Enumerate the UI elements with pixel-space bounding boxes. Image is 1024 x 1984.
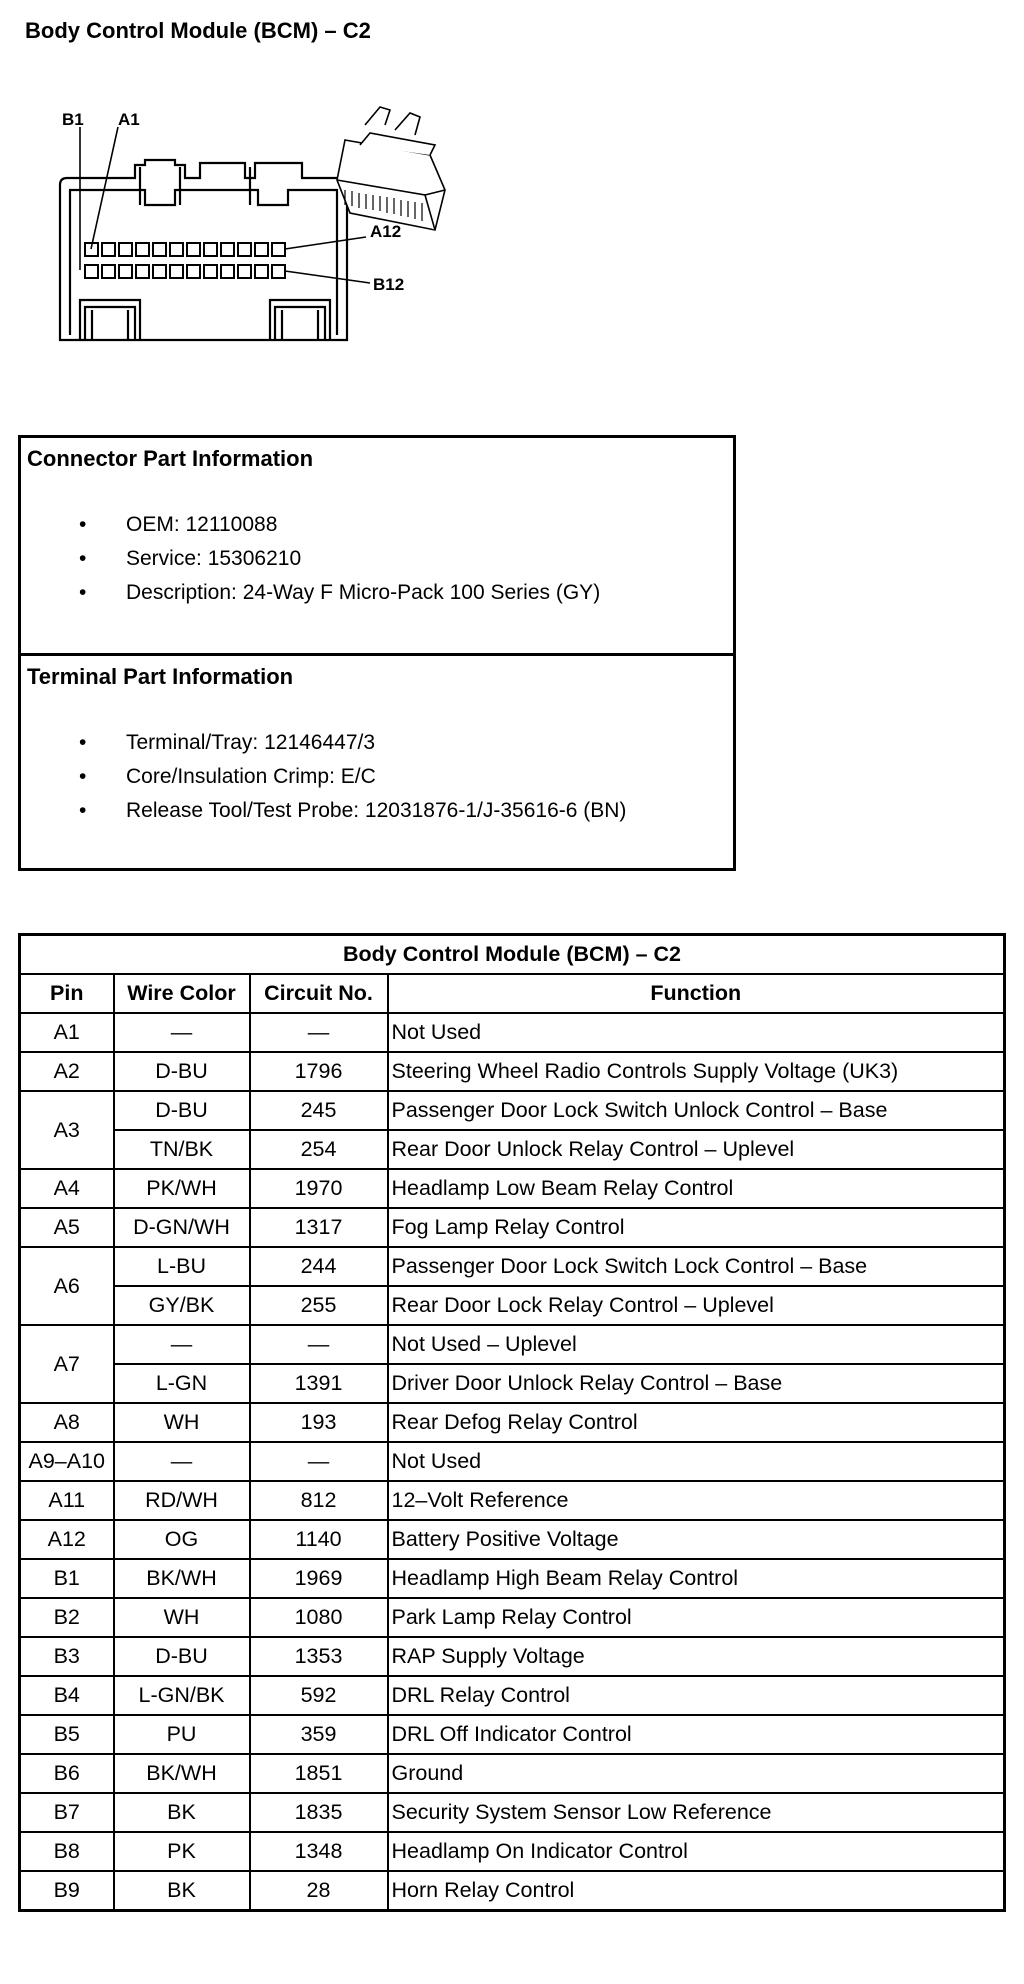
wire-color-cell: WH — [114, 1403, 250, 1442]
cavity-b3 — [119, 265, 132, 278]
pin-cell: A7 — [20, 1325, 114, 1403]
table-row — [20, 1208, 1005, 1247]
pin-cell: A9–A10 — [20, 1442, 114, 1481]
list-item: • Description: 24-Way F Micro-Pack 100 Series (GY) — [27, 576, 727, 610]
cavity-a5 — [153, 243, 166, 256]
wire-color-cell: PU — [114, 1715, 250, 1754]
circuit-cell: 1140 — [250, 1520, 388, 1559]
function-cell: Passenger Door Lock Switch Lock Control – Base — [388, 1247, 1005, 1286]
cavity-a7 — [187, 243, 200, 256]
pin-cell: A3 — [20, 1091, 114, 1169]
circuit-cell: 28 — [250, 1871, 388, 1911]
table-row — [20, 1754, 1005, 1793]
header-wire-color: Wire Color — [114, 974, 250, 1013]
connector-diagram — [40, 85, 480, 365]
wire-color-cell: TN/BK — [114, 1130, 250, 1169]
circuit-cell: 592 — [250, 1676, 388, 1715]
cavity-b1 — [85, 265, 98, 278]
cavity-a2 — [102, 243, 115, 256]
table-row — [20, 1169, 1005, 1208]
wire-color-cell: GY/BK — [114, 1286, 250, 1325]
terminal-part-info — [21, 656, 733, 868]
function-cell: Not Used — [388, 1442, 1005, 1481]
function-cell: Ground — [388, 1754, 1005, 1793]
list-item: • OEM: 12110088 — [27, 508, 727, 542]
circuit-cell: — — [250, 1442, 388, 1481]
circuit-cell: 1796 — [250, 1052, 388, 1091]
header-function: Function — [388, 974, 1005, 1013]
wire-color-cell: BK — [114, 1871, 250, 1911]
leader-lines — [80, 127, 370, 283]
cavity-b8 — [204, 265, 217, 278]
table-row — [20, 1871, 1005, 1911]
table-row — [20, 1598, 1005, 1637]
function-cell: RAP Supply Voltage — [388, 1637, 1005, 1676]
header-pin: Pin — [20, 974, 114, 1013]
cavity-a3 — [119, 243, 132, 256]
cavity-a12 — [272, 243, 285, 256]
table-row — [20, 1325, 1005, 1364]
wire-color-cell: PK — [114, 1832, 250, 1871]
function-cell: Passenger Door Lock Switch Unlock Control – Base — [388, 1091, 1005, 1130]
function-cell: Headlamp Low Beam Relay Control — [388, 1169, 1005, 1208]
pin-cell: B4 — [20, 1676, 114, 1715]
pin-cell: B8 — [20, 1832, 114, 1871]
table-row — [20, 1286, 1005, 1325]
pin-cell: B2 — [20, 1598, 114, 1637]
circuit-cell: — — [250, 1325, 388, 1364]
wire-color-cell: OG — [114, 1520, 250, 1559]
pin-cell: B3 — [20, 1637, 114, 1676]
circuit-cell: 1080 — [250, 1598, 388, 1637]
cavity-a4 — [136, 243, 149, 256]
connector-part-info — [21, 438, 733, 656]
connector-3d-icon — [337, 107, 445, 230]
cavity-b5 — [153, 265, 166, 278]
wire-color-cell: D-BU — [114, 1052, 250, 1091]
wire-color-cell: — — [114, 1325, 250, 1364]
function-cell: Fog Lamp Relay Control — [388, 1208, 1005, 1247]
pin-cell: A4 — [20, 1169, 114, 1208]
function-cell: Security System Sensor Low Reference — [388, 1793, 1005, 1832]
table-row — [20, 1091, 1005, 1130]
function-cell: Horn Relay Control — [388, 1871, 1005, 1911]
cavity-b9 — [221, 265, 234, 278]
table-row — [20, 1247, 1005, 1286]
table-row — [20, 1052, 1005, 1091]
table-row — [20, 1637, 1005, 1676]
pin-cell: B9 — [20, 1871, 114, 1911]
function-cell: DRL Relay Control — [388, 1676, 1005, 1715]
circuit-cell: 1970 — [250, 1169, 388, 1208]
terminal-part-heading: Terminal Part Information — [27, 664, 294, 689]
table-row — [20, 1442, 1005, 1481]
table-row — [20, 1364, 1005, 1403]
circuit-cell: 1835 — [250, 1793, 388, 1832]
circuit-cell: 812 — [250, 1481, 388, 1520]
function-cell: DRL Off Indicator Control — [388, 1715, 1005, 1754]
connector-part-list — [27, 508, 727, 610]
cavity-a6 — [170, 243, 183, 256]
cavity-b2 — [102, 265, 115, 278]
list-item: • Service: 15306210 — [27, 542, 727, 576]
pin-cell: B7 — [20, 1793, 114, 1832]
pin-cell: A2 — [20, 1052, 114, 1091]
wire-color-cell: BK/WH — [114, 1754, 250, 1793]
function-cell: Rear Door Lock Relay Control – Uplevel — [388, 1286, 1005, 1325]
cavity-b7 — [187, 265, 200, 278]
label-a12: A12 — [370, 222, 402, 241]
circuit-cell: 1317 — [250, 1208, 388, 1247]
table-title: Body Control Module (BCM) – C2 — [20, 935, 1005, 975]
wire-color-cell: L-GN — [114, 1364, 250, 1403]
pin-cell: A8 — [20, 1403, 114, 1442]
wire-color-cell: BK — [114, 1793, 250, 1832]
cavity-b12 — [272, 265, 285, 278]
circuit-cell: 245 — [250, 1091, 388, 1130]
table-row — [20, 1559, 1005, 1598]
page-title: Body Control Module (BCM) – C2 — [25, 18, 371, 43]
function-cell: Battery Positive Voltage — [388, 1520, 1005, 1559]
circuit-cell: 244 — [250, 1247, 388, 1286]
function-cell: Headlamp On Indicator Control — [388, 1832, 1005, 1871]
circuit-cell: 254 — [250, 1130, 388, 1169]
list-item: • Release Tool/Test Probe: 12031876-1/J-35616-6 (BN) — [27, 794, 727, 828]
pin-cell: A6 — [20, 1247, 114, 1325]
connector-part-heading: Connector Part Information — [27, 446, 314, 471]
function-cell: Steering Wheel Radio Controls Supply Voltage (UK3) — [388, 1052, 1005, 1091]
terminal-part-list — [27, 726, 727, 828]
table-body — [20, 1013, 1005, 1911]
table-row — [20, 1832, 1005, 1871]
list-item: • Core/Insulation Crimp: E/C — [27, 760, 727, 794]
function-cell: Rear Door Unlock Relay Control – Uplevel — [388, 1130, 1005, 1169]
pin-cell: B6 — [20, 1754, 114, 1793]
table-row — [20, 1130, 1005, 1169]
table-row — [20, 1481, 1005, 1520]
circuit-cell: 1391 — [250, 1364, 388, 1403]
wire-color-cell: RD/WH — [114, 1481, 250, 1520]
function-cell: Headlamp High Beam Relay Control — [388, 1559, 1005, 1598]
pin-cell: A12 — [20, 1520, 114, 1559]
function-cell: Park Lamp Relay Control — [388, 1598, 1005, 1637]
pin-cell: B1 — [20, 1559, 114, 1598]
circuit-cell: 1348 — [250, 1832, 388, 1871]
function-cell: Driver Door Unlock Relay Control – Base — [388, 1364, 1005, 1403]
label-b1: B1 — [62, 110, 84, 129]
wire-color-cell: D-GN/WH — [114, 1208, 250, 1247]
circuit-cell: 193 — [250, 1403, 388, 1442]
circuit-cell: 255 — [250, 1286, 388, 1325]
circuit-cell: — — [250, 1013, 388, 1052]
cavity-a11 — [255, 243, 268, 256]
cavity-a10 — [238, 243, 251, 256]
wire-color-cell: BK/WH — [114, 1559, 250, 1598]
header-circuit-no: Circuit No. — [250, 974, 388, 1013]
pin-cell: A5 — [20, 1208, 114, 1247]
table-row — [20, 1793, 1005, 1832]
label-a1: A1 — [118, 110, 140, 129]
wire-color-cell: L-GN/BK — [114, 1676, 250, 1715]
function-cell: Not Used — [388, 1013, 1005, 1052]
wire-color-cell: D-BU — [114, 1637, 250, 1676]
wire-color-cell: WH — [114, 1598, 250, 1637]
cavity-a9 — [221, 243, 234, 256]
circuit-cell: 1969 — [250, 1559, 388, 1598]
table-row — [20, 1013, 1005, 1052]
table-row — [20, 1676, 1005, 1715]
function-cell: Not Used – Uplevel — [388, 1325, 1005, 1364]
table-row — [20, 1403, 1005, 1442]
cavity-b11 — [255, 265, 268, 278]
function-cell: Rear Defog Relay Control — [388, 1403, 1005, 1442]
table-row — [20, 1520, 1005, 1559]
cavity-b6 — [170, 265, 183, 278]
part-info-box — [18, 435, 736, 871]
circuit-cell: 359 — [250, 1715, 388, 1754]
wire-color-cell: L-BU — [114, 1247, 250, 1286]
pinout-table — [18, 933, 1006, 1912]
label-b12: B12 — [373, 275, 405, 294]
table-row — [20, 1715, 1005, 1754]
function-cell: 12–Volt Reference — [388, 1481, 1005, 1520]
circuit-cell: 1353 — [250, 1637, 388, 1676]
cavity-b10 — [238, 265, 251, 278]
circuit-cell: 1851 — [250, 1754, 388, 1793]
pin-cell: A11 — [20, 1481, 114, 1520]
wire-color-cell: D-BU — [114, 1091, 250, 1130]
list-item: • Terminal/Tray: 12146447/3 — [27, 726, 727, 760]
wire-color-cell: PK/WH — [114, 1169, 250, 1208]
pin-cell: A1 — [20, 1013, 114, 1052]
cavity-b4 — [136, 265, 149, 278]
pin-cell: B5 — [20, 1715, 114, 1754]
wire-color-cell: — — [114, 1013, 250, 1052]
cavity-a8 — [204, 243, 217, 256]
pin-cavities — [85, 243, 285, 278]
wire-color-cell: — — [114, 1442, 250, 1481]
